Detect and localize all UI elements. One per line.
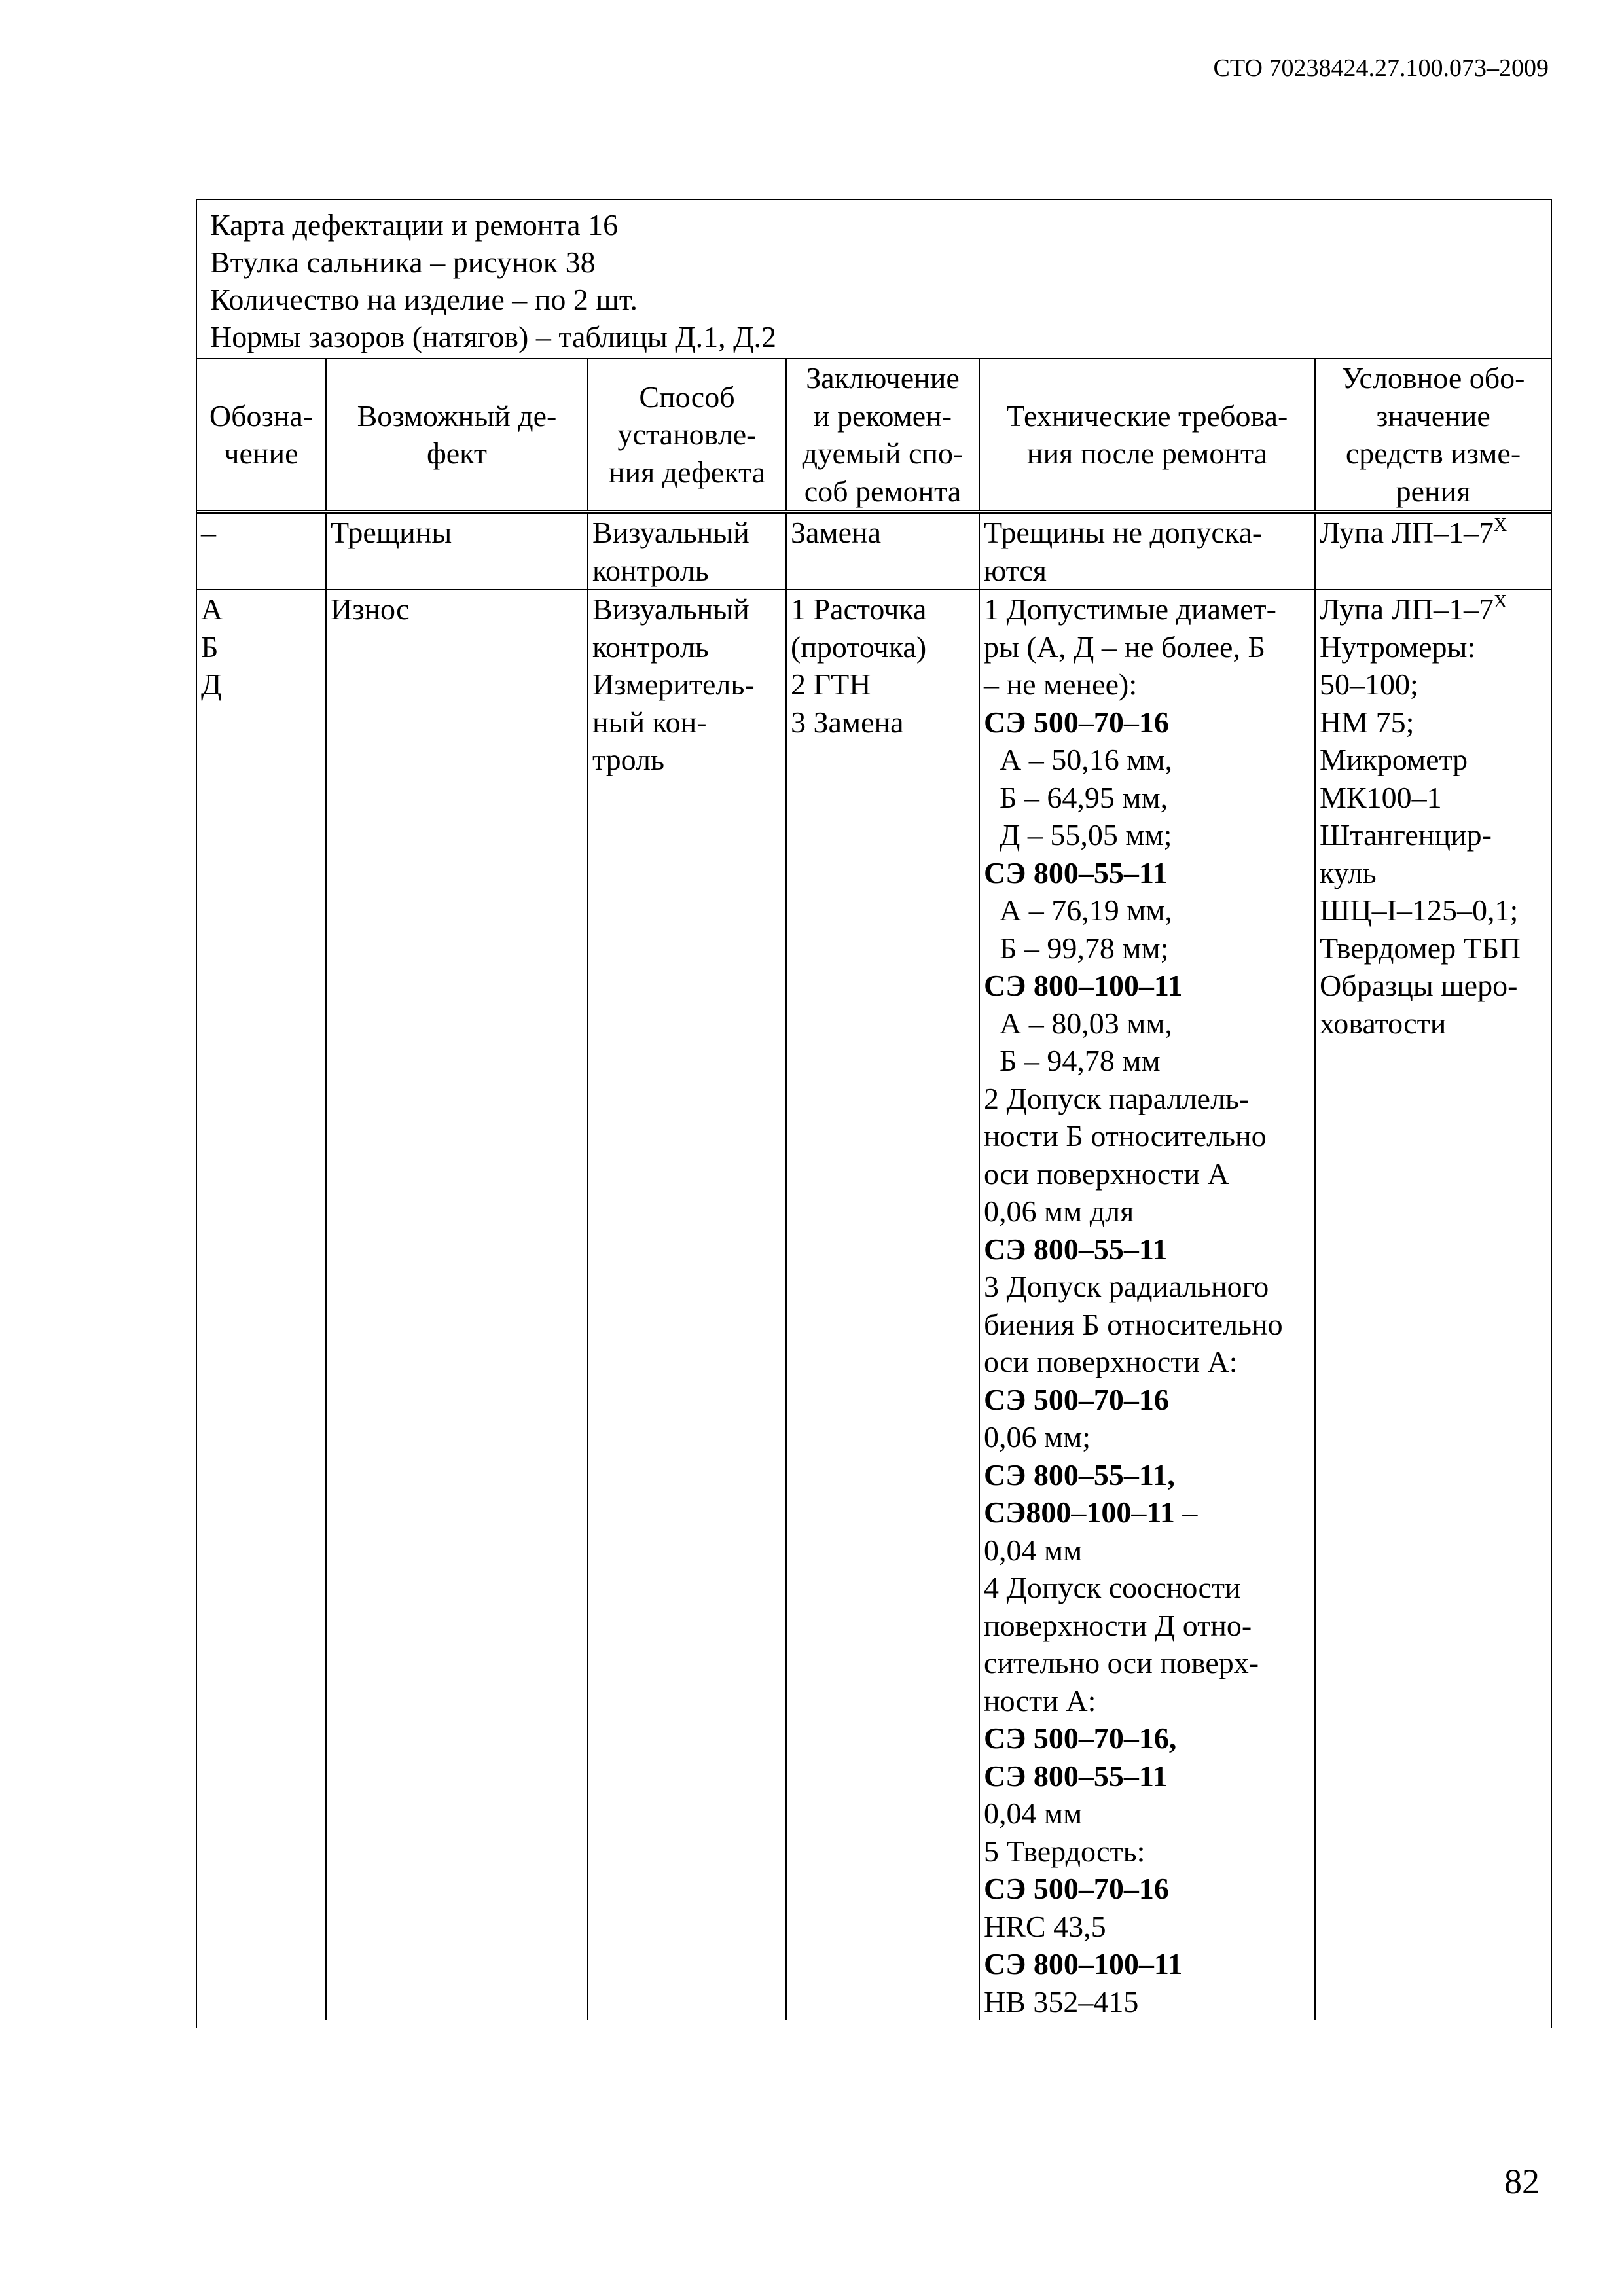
cell-line (984, 1381, 1310, 1419)
cell-text: 0,04 мм (984, 1797, 1083, 1830)
cell-text: куль (1320, 855, 1377, 889)
cell-line (984, 1757, 1310, 1795)
cell-line (984, 1719, 1310, 1757)
cell-line (984, 1644, 1310, 1682)
cell-instrument (1315, 590, 1551, 2020)
cell-text: СЭ 500–70–16 (984, 705, 1169, 739)
page-number: 82 (1504, 2162, 1540, 2201)
cell-line (984, 514, 1310, 552)
cell-text: ры (А, Д – не более, Б (984, 630, 1265, 664)
cell-text: поверхности Д отно- (984, 1608, 1252, 1642)
cell-method (588, 512, 786, 590)
header-line: Условное обо- (1341, 361, 1525, 395)
cell-text: сительно оси поверх- (984, 1646, 1259, 1679)
cell-line (984, 1795, 1310, 1833)
cell-instrument (1315, 512, 1551, 590)
document-code: СТО 70238424.27.100.073–2009 (1213, 54, 1549, 82)
cell-line (984, 1418, 1310, 1456)
cell-text: СЭ 800–55–11 (984, 1232, 1168, 1266)
cell-defect (326, 512, 588, 590)
header-line: ния после ремонта (1026, 437, 1268, 470)
cell-line (984, 1117, 1310, 1155)
cell-text: СЭ 500–70–16 (984, 1872, 1169, 1905)
cell-conclusion (786, 590, 979, 2020)
header-line: Технические требова- (1006, 399, 1288, 433)
card-title-block (197, 200, 1551, 359)
cell-line (1320, 967, 1547, 1005)
cell-line (1320, 854, 1547, 892)
column-header-method (588, 359, 786, 512)
cell-line (984, 1494, 1310, 1532)
cell-line (984, 1343, 1310, 1381)
cell-line: контроль (592, 630, 709, 664)
cell-line (984, 1945, 1310, 1983)
cell-text: СЭ 800–100–11 (984, 1947, 1183, 1981)
header-line: Возможный де- (357, 399, 557, 433)
cell-line (984, 666, 1310, 704)
cell-requirements (979, 512, 1315, 590)
cell-text: ШЦ–I–125–0,1; (1320, 893, 1519, 927)
cell-line (984, 590, 1310, 628)
cell-line (984, 1532, 1310, 1570)
cell-text: ховатости (1320, 1006, 1447, 1040)
cell-defect (326, 590, 588, 2020)
cell-line: Визуальный (592, 516, 749, 549)
cell-text: ются (984, 553, 1047, 587)
cell-line: – (201, 516, 216, 549)
cell-line (984, 1193, 1310, 1230)
cell-text: оси поверхности А: (984, 1345, 1238, 1378)
cell-text: HRC 43,5 (984, 1909, 1106, 1943)
cell-line: Д (201, 668, 222, 701)
table-row (197, 512, 1551, 590)
cell-line (1320, 704, 1547, 742)
cell-line (984, 1870, 1310, 1908)
cell-line (984, 779, 1310, 817)
cell-line (984, 1908, 1310, 1946)
superscript-mark: Х (1494, 515, 1507, 535)
cell-text: Микрометр (1320, 743, 1468, 776)
cell-text: 50–100; (1320, 668, 1418, 701)
cell-text: СЭ 800–55–11 (984, 855, 1168, 889)
cell-line (984, 1268, 1310, 1306)
cell-line: троль (592, 743, 664, 776)
header-line: средств изме- (1345, 437, 1521, 470)
header-line: фект (426, 437, 488, 470)
cell-line (984, 1456, 1310, 1494)
cell-text: СЭ 800–100–11 (984, 969, 1183, 1002)
defect-table (197, 359, 1551, 2020)
card-title-line: Количество на изделие – по 2 шт. (210, 283, 638, 316)
cell-text: СЭ 800–55–11, (984, 1458, 1175, 1492)
header-line: Обозна- (209, 399, 314, 433)
defect-repair-card (196, 199, 1552, 2028)
cell-text: ности А: (984, 1683, 1096, 1717)
cell-line (984, 552, 1310, 590)
cell-text: ности Б относительно (984, 1119, 1267, 1153)
column-header-conclusion (786, 359, 979, 512)
cell-line (1320, 514, 1547, 552)
cell-text: Твердомер ТБП (1320, 931, 1521, 965)
cell-requirements (979, 590, 1315, 2020)
cell-line: 1 Расточка (791, 592, 927, 626)
table-header-row (197, 359, 1551, 512)
cell-line: Б (201, 630, 219, 664)
cell-line (984, 1005, 1310, 1043)
cell-text: 0,06 мм; (984, 1420, 1091, 1454)
header-line: Заключение (806, 361, 960, 395)
cell-line (984, 854, 1310, 892)
header-line: рения (1396, 474, 1471, 508)
card-title-line: Втулка сальника – рисунок 38 (210, 245, 596, 279)
cell-line: ный кон- (592, 705, 707, 739)
cell-line (984, 1155, 1310, 1193)
cell-line (1320, 590, 1547, 628)
header-line: дуемый спо- (802, 437, 964, 470)
table-row (197, 590, 1551, 2020)
cell-designation (197, 512, 326, 590)
cell-line (984, 1042, 1310, 1080)
cell-line: Замена (791, 516, 882, 549)
cell-line (984, 929, 1310, 967)
cell-line (984, 1682, 1310, 1720)
cell-line: Измеритель- (592, 668, 755, 701)
cell-text: 3 Допуск радиального (984, 1270, 1269, 1303)
cell-text: СЭ 800–55–11 (984, 1759, 1168, 1793)
cell-text-tail: – (1174, 1496, 1198, 1529)
header-line: и рекомен- (813, 399, 952, 433)
cell-line (1320, 1005, 1547, 1043)
cell-text: 4 Допуск соосности (984, 1571, 1241, 1604)
cell-line (984, 1080, 1310, 1118)
cell-line (984, 1230, 1310, 1268)
cell-line: Трещины (331, 516, 452, 549)
cell-text: Б – 99,78 мм; (1000, 931, 1169, 965)
cell-text: А – 50,16 мм, (1000, 743, 1172, 776)
cell-text: СЭ800–100–11 (984, 1496, 1175, 1529)
cell-text: Лупа ЛП–1–7 (1320, 592, 1494, 626)
card-title-line: Карта дефектации и ремонта 16 (210, 208, 619, 242)
cell-line (984, 704, 1310, 742)
cell-line (984, 741, 1310, 779)
cell-line: Визуальный (592, 592, 749, 626)
card-title-line: Нормы зазоров (натягов) – таблицы Д.1, Д.2 (210, 320, 777, 353)
cell-line (1320, 628, 1547, 666)
cell-text: Образцы шеро- (1320, 969, 1518, 1002)
cell-line (1320, 891, 1547, 929)
cell-line (1320, 929, 1547, 967)
cell-text: Трещины не допуска- (984, 516, 1263, 549)
header-line: чение (224, 437, 298, 470)
cell-line (984, 1607, 1310, 1645)
cell-line (984, 628, 1310, 666)
cell-text: 2 Допуск параллель- (984, 1081, 1250, 1115)
cell-line: 2 ГТН (791, 668, 871, 701)
cell-line: Износ (331, 592, 410, 626)
superscript-mark: Х (1494, 592, 1507, 612)
cell-text: Д – 55,05 мм; (1000, 818, 1172, 852)
header-line: установле- (617, 418, 757, 452)
cell-line (984, 891, 1310, 929)
cell-text: НВ 352–415 (984, 1984, 1139, 2018)
column-header-defect (326, 359, 588, 512)
cell-line (984, 816, 1310, 854)
cell-designation (197, 590, 326, 2020)
cell-line (1320, 816, 1547, 854)
cell-text: НМ 75; (1320, 705, 1415, 739)
cell-line (984, 1833, 1310, 1871)
cell-text: – не менее): (984, 668, 1138, 701)
cell-line (984, 1306, 1310, 1344)
cell-text: Нутромеры: (1320, 630, 1476, 664)
column-header-requirements (979, 359, 1315, 512)
cell-line (984, 1983, 1310, 2021)
cell-text: СЭ 500–70–16, (984, 1721, 1177, 1755)
cell-text: 0,06 мм для (984, 1194, 1134, 1228)
cell-line: А (201, 592, 223, 626)
cell-text: 1 Допустимые диамет- (984, 592, 1276, 626)
cell-text: Лупа ЛП–1–7 (1320, 516, 1494, 549)
column-header-designation (197, 359, 326, 512)
cell-text: А – 76,19 мм, (1000, 893, 1172, 927)
cell-text: СЭ 500–70–16 (984, 1382, 1169, 1416)
cell-text: Б – 64,95 мм, (1000, 780, 1168, 814)
cell-text: 5 Твердость: (984, 1834, 1146, 1868)
cell-line: (проточка) (791, 630, 927, 664)
header-line: Способ (639, 380, 735, 414)
header-line: значение (1376, 399, 1490, 433)
cell-conclusion (786, 512, 979, 590)
cell-line: 3 Замена (791, 705, 904, 739)
cell-line (984, 1569, 1310, 1607)
header-line: соб ремонта (804, 474, 962, 508)
cell-line (1320, 741, 1547, 779)
cell-line (1320, 666, 1547, 704)
cell-line: контроль (592, 553, 709, 587)
header-line: ния дефекта (608, 455, 766, 489)
cell-method (588, 590, 786, 2020)
cell-text: МК100–1 (1320, 780, 1442, 814)
column-header-instrument (1315, 359, 1551, 512)
cell-text: биения Б относительно (984, 1307, 1283, 1341)
cell-text: А – 80,03 мм, (1000, 1006, 1172, 1040)
cell-line (1320, 779, 1547, 817)
cell-text: Б – 94,78 мм (1000, 1044, 1161, 1077)
cell-text: 0,04 мм (984, 1533, 1083, 1567)
cell-text: Штангенцир- (1320, 818, 1492, 852)
cell-text: оси поверхности А (984, 1157, 1229, 1191)
cell-line (984, 967, 1310, 1005)
